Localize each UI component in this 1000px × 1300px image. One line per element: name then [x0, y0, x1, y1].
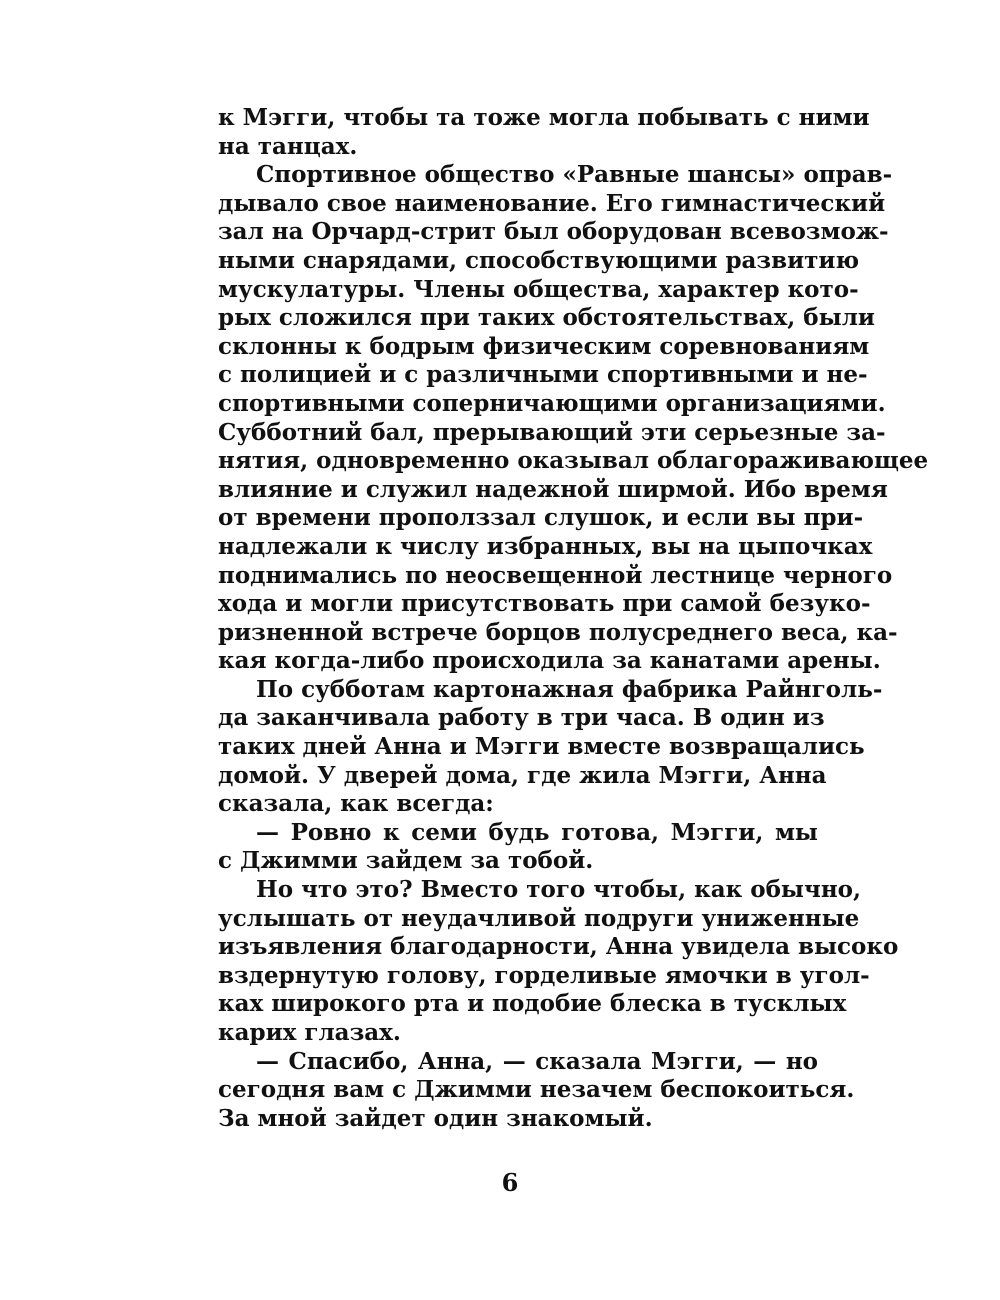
body-text	[218, 104, 929, 1133]
text-line: хода и могли присутствовать при самой безуко-	[218, 590, 871, 618]
text-line: услышать от неудачливой подруги униженные	[218, 904, 860, 932]
text-line: рых сложился при таких обстоятельствах, были	[218, 304, 875, 332]
text-line: спортивными соперничающими организациями.	[218, 389, 886, 417]
text-line: ках широкого рта и подобие блеска в тусклых	[218, 990, 847, 1018]
text-line: ризненной встрече борцов полусреднего веса, ка-	[218, 618, 898, 646]
text-line: надлежали к числу избранных, вы на цыпочках	[218, 532, 873, 560]
text-line: сказала, как всегда:	[218, 790, 494, 818]
text-line: По субботам картонажная фабрика Райнголь-	[256, 675, 883, 703]
text-line: зал на Орчард-стрит был оборудован всевозмож-	[218, 218, 889, 246]
text-line: поднимались по неосвещенной лестнице черного	[218, 561, 893, 589]
text-line: таких дней Анна и Мэгги вместе возвращались	[218, 733, 865, 761]
text-line: влияние и служил надежной ширмой. Ибо время	[218, 475, 888, 503]
text-line: с полицией и с различными спортивными и не-	[218, 361, 868, 389]
text-line: — Ровно к семи будь готова, Мэгги, мы	[256, 818, 818, 846]
text-line: изъявления благодарности, Анна увидела высоко	[218, 933, 899, 961]
text-line: домой. У дверей дома, где жила Мэгги, Анна	[218, 761, 827, 789]
text-line: дывало свое наименование. Его гимнастический	[218, 189, 886, 217]
text-line: ными снарядами, способствующими развитию	[218, 246, 860, 274]
text-line: к Мэгги, чтобы та тоже могла побывать с ними	[218, 104, 870, 131]
text-line: с Джимми зайдем за тобой.	[218, 847, 594, 875]
text-line: За мной зайдет один знакомый.	[218, 1104, 653, 1132]
text-line: вздернутую голову, горделивые ямочки в угол-	[218, 961, 870, 989]
text-line: Но что это? Вместо того чтобы, как обычно,	[256, 876, 862, 904]
text-line: мускулатуры. Члены общества, характер кото-	[218, 275, 859, 303]
text-line: кая когда-либо происходила за канатами арены.	[218, 647, 881, 675]
text-line: Спортивное общество «Равные шансы» оправ-	[256, 161, 893, 189]
text-line: да заканчивала работу в три часа. В один из	[218, 704, 825, 732]
text-line: карих глазах.	[218, 1019, 401, 1046]
text-line: на танцах.	[218, 132, 358, 160]
text-line: сегодня вам с Джимми незачем беспокоиться.	[218, 1076, 855, 1104]
text-line: склонны к бодрым физическим соревнованиям	[218, 332, 870, 360]
text-line: нятия, одновременно оказывал облагораживающее	[218, 447, 929, 475]
text-line: — Спасибо, Анна, — сказала Мэгги, — но	[256, 1047, 818, 1075]
text-line: Субботний бал, прерывающий эти серьезные за-	[218, 418, 886, 446]
page-number: 6	[501, 1168, 519, 1197]
text-line: от времени прополззал слушок, и если вы при-	[218, 504, 864, 532]
